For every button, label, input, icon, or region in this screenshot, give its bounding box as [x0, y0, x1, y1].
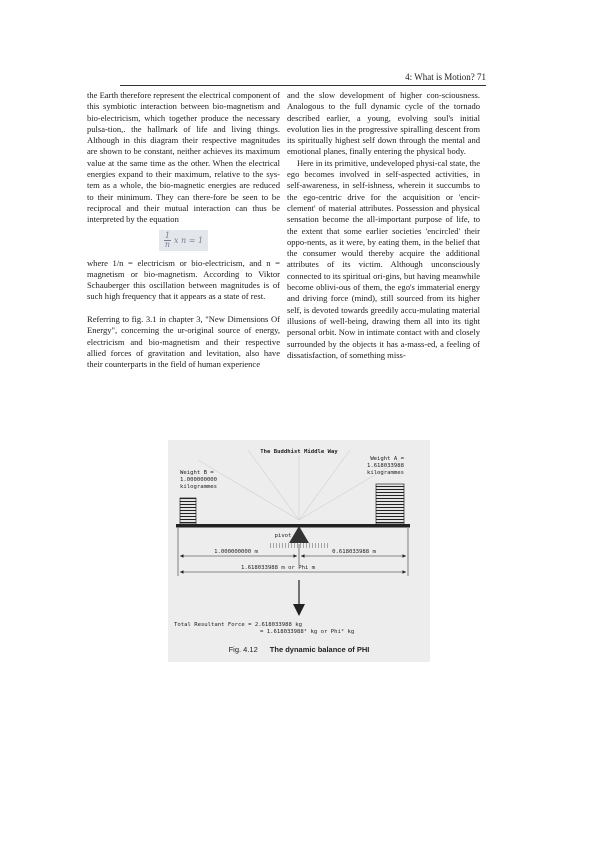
left-paragraph-2: where 1/n = electricism or bio-electricism, and n = magnetism or bio-magnetism. According to Viktor Schauberger this oscillation between magnitudes is of such high frequency that it appears as a state of rest. [87, 257, 280, 302]
equation-numerator: 1 [164, 231, 170, 241]
figure-buddhist-middle-way [168, 440, 430, 662]
left-paragraph-3: Referring to fig. 3.1 in chapter 3, "New Dimensions Of Energy", concerning the ur-original source of energy, electricism and bio-magnetism and their respective allied forces of gravitation and levitation, also have their counterparts in the field of human experience [87, 314, 280, 370]
dimension-right-label: 0.618033988 m [332, 549, 376, 555]
weight-a-block [376, 484, 404, 524]
pivot-ground [268, 543, 328, 548]
figure-caption [168, 645, 430, 654]
force-label-1: Total Resultant Force = 2.618033988 kg [174, 622, 302, 628]
equation-rest: x n = 1 [174, 235, 204, 245]
force-label-2: = 1.618033988² kg or Phi² kg [260, 629, 355, 635]
left-column [87, 90, 280, 371]
weight-a-label-1: Weight A = [370, 456, 404, 462]
pivot-label: pivot [274, 533, 292, 539]
equation [87, 228, 280, 254]
weight-b-label-3: kilogrammes [180, 484, 218, 490]
balance-diagram [168, 440, 430, 662]
dimension-left-label: 1.000000000 m [214, 549, 258, 555]
equation-fraction [164, 232, 171, 249]
balance-beam [176, 524, 410, 528]
weight-a-label-2: 1.618033988 [366, 463, 404, 469]
weight-b-label-1: Weight B = [180, 470, 214, 476]
dimension-total-label: 1.618033988 m or Phi m [240, 565, 316, 571]
weight-b-label-2: 1.000000000 [180, 477, 218, 483]
caption-label: Fig. 4.12 [228, 645, 258, 654]
force-arrow-head [293, 604, 305, 616]
right-column [287, 90, 480, 361]
figure-title: The Buddhist Middle Way [260, 449, 338, 455]
pivot-triangle [289, 526, 309, 543]
equation-image [159, 230, 208, 251]
weight-b-block [180, 498, 196, 524]
weight-a-label-3: kilogrammes [366, 470, 404, 476]
equation-denominator: n [164, 240, 171, 250]
right-paragraph-1: and the slow development of higher con-sciousness. Analogous to the full dynamic cycle of the tornado described earlier, a young, evolving soul's initial evolution lies in the progressive spiralling descent from its spiritually highest self down through the mental and emotional planes, finally entering the physical body. [287, 90, 480, 157]
right-paragraph-2: Here in its primitive, undeveloped physi-cal state, the ego becomes involved in self-aspected activities, in self-awareness, in self-ishness, wherein it succumbs to the ego-centric drive for the acquisition or 'encir-clement' of material attributes. Possession and physical sensation become the all-important purpose of life, to the extent that some earlier societies 'encircled' their oppo-nents, as it were, by eating them, in the belief that the consumer would thereby acquire the additional attributes of its victim. Although unconsciously connected to its spiritual ori-gins, but having meanwhile become oblivi-ous of them, the ego's immaterial energy and driving force (mind), still sourced from its higher self, is devoted towards greedily accu-mulating material illusions of well-being, drawing them all into its tight personal orbit. Now in intimate contact with and closely surrounded by the objects it has a-mass-ed, a feeling of dissatisfaction, of something miss- [287, 157, 480, 360]
left-paragraph-1: the Earth therefore represent the electrical component of this symbiotic interaction between bio-magnetism and bio-electricism, which together produce the necessary pulsa-tion,. the hallmark of life and living things. Although in this diagram their respective magnitudes are shown to be constant, neither achieves its maximum value at the same time as the other. When the electrical energies expand to their maximum, relative to the sys-tem as a whole, the bio-magnetic energies are reduced to their minimum. They can there-fore be seen to be reciprocal and their mutual interaction can thus be interpreted by the equation [87, 90, 280, 225]
caption-title: The dynamic balance of PHI [269, 645, 370, 654]
running-head: 4: What is Motion? 71 [120, 72, 486, 86]
